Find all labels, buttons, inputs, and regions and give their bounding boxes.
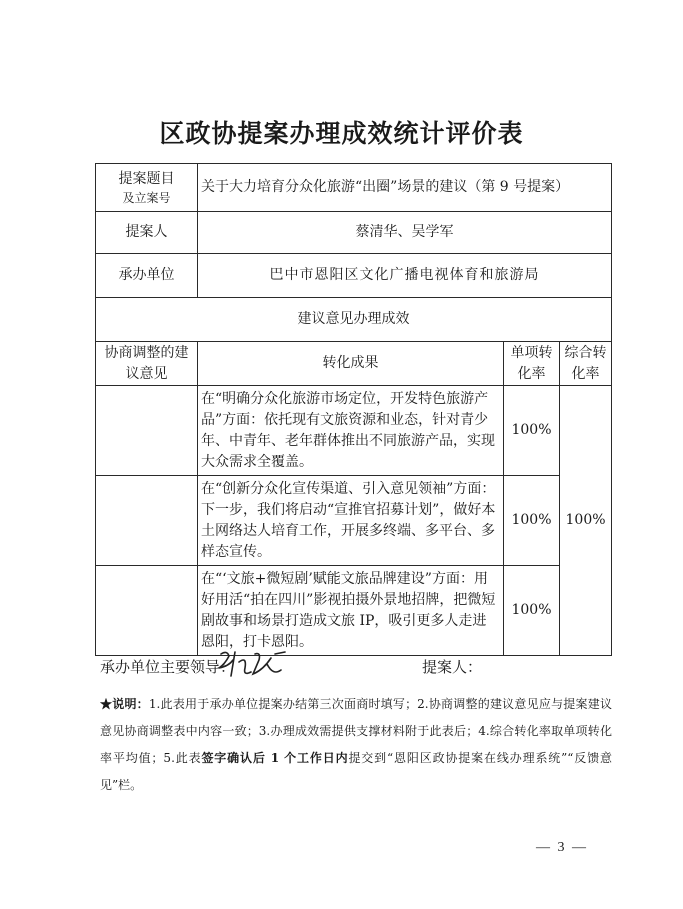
notes-part1: 1.此表用于承办单位提案办结第三次面商时填写；2.协商调整的建议意见应与提案建议意见协商调整表中内容一致；3.办理成效需提供支撑材料附于此表后；4.综合转化率取单项转化率平均值；5.此表 <box>100 697 612 765</box>
proposer-value: 蔡清华、吴学军 <box>198 212 612 254</box>
section-title: 建议意见办理成效 <box>96 298 612 342</box>
topic-row <box>96 164 612 212</box>
leader-label: 承办单位主要领导： <box>100 658 236 676</box>
page-number: — 3 — <box>536 840 588 855</box>
single-rate-cell: 100% <box>504 566 560 656</box>
proposer-label: 提案人 <box>96 212 198 254</box>
topic-value: 关于大力培育分众化旅游“出圈”场景的建议（第 9 号提案） <box>198 164 612 212</box>
suggestion-cell <box>96 566 198 656</box>
handwritten-signature <box>215 646 295 682</box>
header-single-rate: 单项转化率 <box>504 342 560 386</box>
table-row <box>96 476 612 566</box>
topic-label-line1: 提案题目 <box>118 171 175 187</box>
header-suggestion: 协商调整的建议意见 <box>96 342 198 386</box>
notes-part2: 提交到“恩阳区政协提案在线办理系统”“反馈意见”栏。 <box>100 751 612 792</box>
page-title: 区政协提案办理成效统计评价表 <box>159 119 524 148</box>
header-overall-rate: 综合转化率 <box>560 342 612 386</box>
result-cell: 在“创新分众化宣传渠道、引入意见领袖”方面：下一步，我们将启动“宣推官招募计划”，做好本土网络达人培育工作，开展多终端、多平台、多样态宣传。 <box>198 476 504 566</box>
proposer-row <box>96 212 612 254</box>
result-cell: 在“明确分众化旅游市场定位，开发特色旅游产品”方面：依托现有文旅资源和业态，针对青少年、中青年、老年群体推出不同旅游产品，实现大众需求全覆盖。 <box>198 386 504 476</box>
signature-line <box>100 652 620 686</box>
evaluation-table <box>95 163 612 656</box>
table-row <box>96 566 612 656</box>
notes-prefix: ★说明： <box>100 697 149 711</box>
result-cell: 在“‘文旅+微短剧’赋能文旅品牌建设”方面：用好用活“拍在四川”影视拍摄外景地招牌，把微短剧故事和场景打造成文旅 IP，吸引更多人走进恩阳，打卡恩阳。 <box>198 566 504 656</box>
overall-rate-cell: 100% <box>560 386 612 656</box>
single-rate-cell: 100% <box>504 476 560 566</box>
unit-row <box>96 254 612 298</box>
suggestion-cell <box>96 386 198 476</box>
header-row <box>96 342 612 386</box>
table-row <box>96 386 612 476</box>
section-row <box>96 298 612 342</box>
topic-label <box>96 164 198 212</box>
notes <box>100 691 612 799</box>
header-result: 转化成果 <box>198 342 504 386</box>
unit-value: 巴中市恩阳区文化广播电视体育和旅游局 <box>198 254 612 298</box>
notes-bold: 签字确认后 1 个工作日内 <box>201 751 349 765</box>
topic-label-line2: 及立案号 <box>122 191 171 205</box>
single-rate-cell: 100% <box>504 386 560 476</box>
suggestion-cell <box>96 476 198 566</box>
unit-label: 承办单位 <box>96 254 198 298</box>
proposer-signature-label: 提案人： <box>422 658 483 676</box>
